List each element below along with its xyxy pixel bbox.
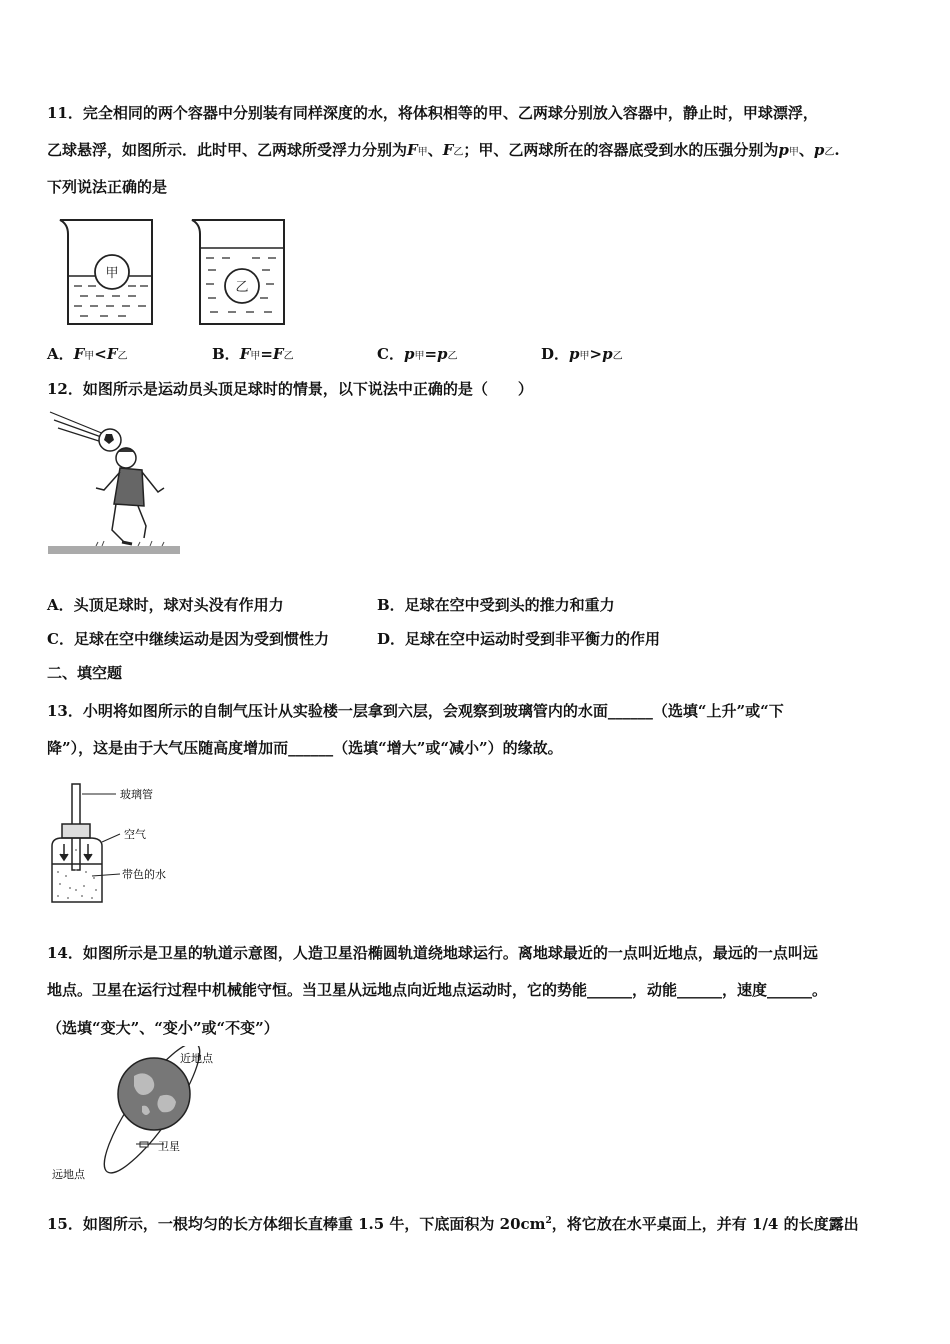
q13-line1: 13．小明将如图所示的自制气压计从实验楼一层拿到六层，会观察到玻璃管内的水面______（选填“上升”或“下 <box>47 702 784 720</box>
q14-line2: 地点。卫星在运行过程中机械能守恒。当卫星从远地点向近地点运动时，它的势能______，动能______，速度______。 <box>47 981 828 999</box>
satellite-orbit-figure <box>48 1046 238 1182</box>
beakers-figure <box>52 212 302 332</box>
section-heading: 二、填空题 <box>47 664 123 682</box>
label-satellite: 卫星 <box>158 1140 180 1153</box>
ground <box>48 546 180 554</box>
q13-line2: 降”），这是由于大气压随高度增加而______（选填“增大”或“减小”）的缘故。 <box>47 739 563 757</box>
player <box>96 448 164 544</box>
q11-line3: 下列说法正确的是 <box>47 178 168 196</box>
label-apogee: 远地点 <box>52 1168 85 1181</box>
label-perigee: 近地点 <box>180 1052 213 1065</box>
football-header-figure <box>46 408 182 558</box>
q11-line2: 乙球悬浮，如图所示．此时甲、乙两球所受浮力分别为F甲、F乙；甲、乙两球所在的容器底受到水的压强分别为p甲、p乙. <box>47 141 840 159</box>
earth <box>118 1058 190 1130</box>
barometer-figure <box>46 780 196 910</box>
q12-option-b: B．足球在空中受到头的推力和重力 <box>377 596 615 614</box>
label-glass-tube: 玻璃管 <box>120 788 153 801</box>
q14-line3: （选填“变大”、“变小”或“不变”） <box>47 1019 279 1037</box>
motion-lines <box>50 412 104 442</box>
q11-line1: 11．完全相同的两个容器中分别装有同样深度的水，将体积相等的甲、乙两球分别放入容器中，静止时，甲球漂浮， <box>47 104 818 122</box>
label-air: 空气 <box>124 828 146 841</box>
bottle-cap <box>62 824 90 838</box>
q12-option-d: D．足球在空中运动时受到非平衡力的作用 <box>377 630 661 648</box>
q12-option-a: A．头顶足球时，球对头没有作用力 <box>47 596 284 614</box>
q15-line1: 15．如图所示，一根均匀的长方体细长直棒重 1.5 牛，下底面积为 $20cm^2$，将它放在水平桌面上，并有 1/4 的长度露出 <box>47 1215 859 1233</box>
q11-option-c: C．p甲=p乙 <box>377 345 458 363</box>
label-colored-water: 带色的水 <box>122 868 166 881</box>
beaker-yi <box>192 220 284 324</box>
q12-option-c: C．足球在空中继续运动是因为受到惯性力 <box>47 630 329 648</box>
ball-jia-label: 甲 <box>105 266 119 281</box>
ball-yi-label: 乙 <box>235 280 249 295</box>
q14-line1: 14．如图所示是卫星的轨道示意图，人造卫星沿椭圆轨道绕地球运行。离地球最近的一点叫近地点，最远的一点叫远 <box>47 944 818 962</box>
q12-stem: 12．如图所示是运动员头顶足球时的情景，以下说法中正确的是（ ） <box>47 380 533 398</box>
q11-option-b: B．F甲=F乙 <box>212 345 294 363</box>
q11-option-a: A．F甲<F乙 <box>47 345 128 363</box>
q11-option-d: D．p甲>p乙 <box>541 345 623 363</box>
